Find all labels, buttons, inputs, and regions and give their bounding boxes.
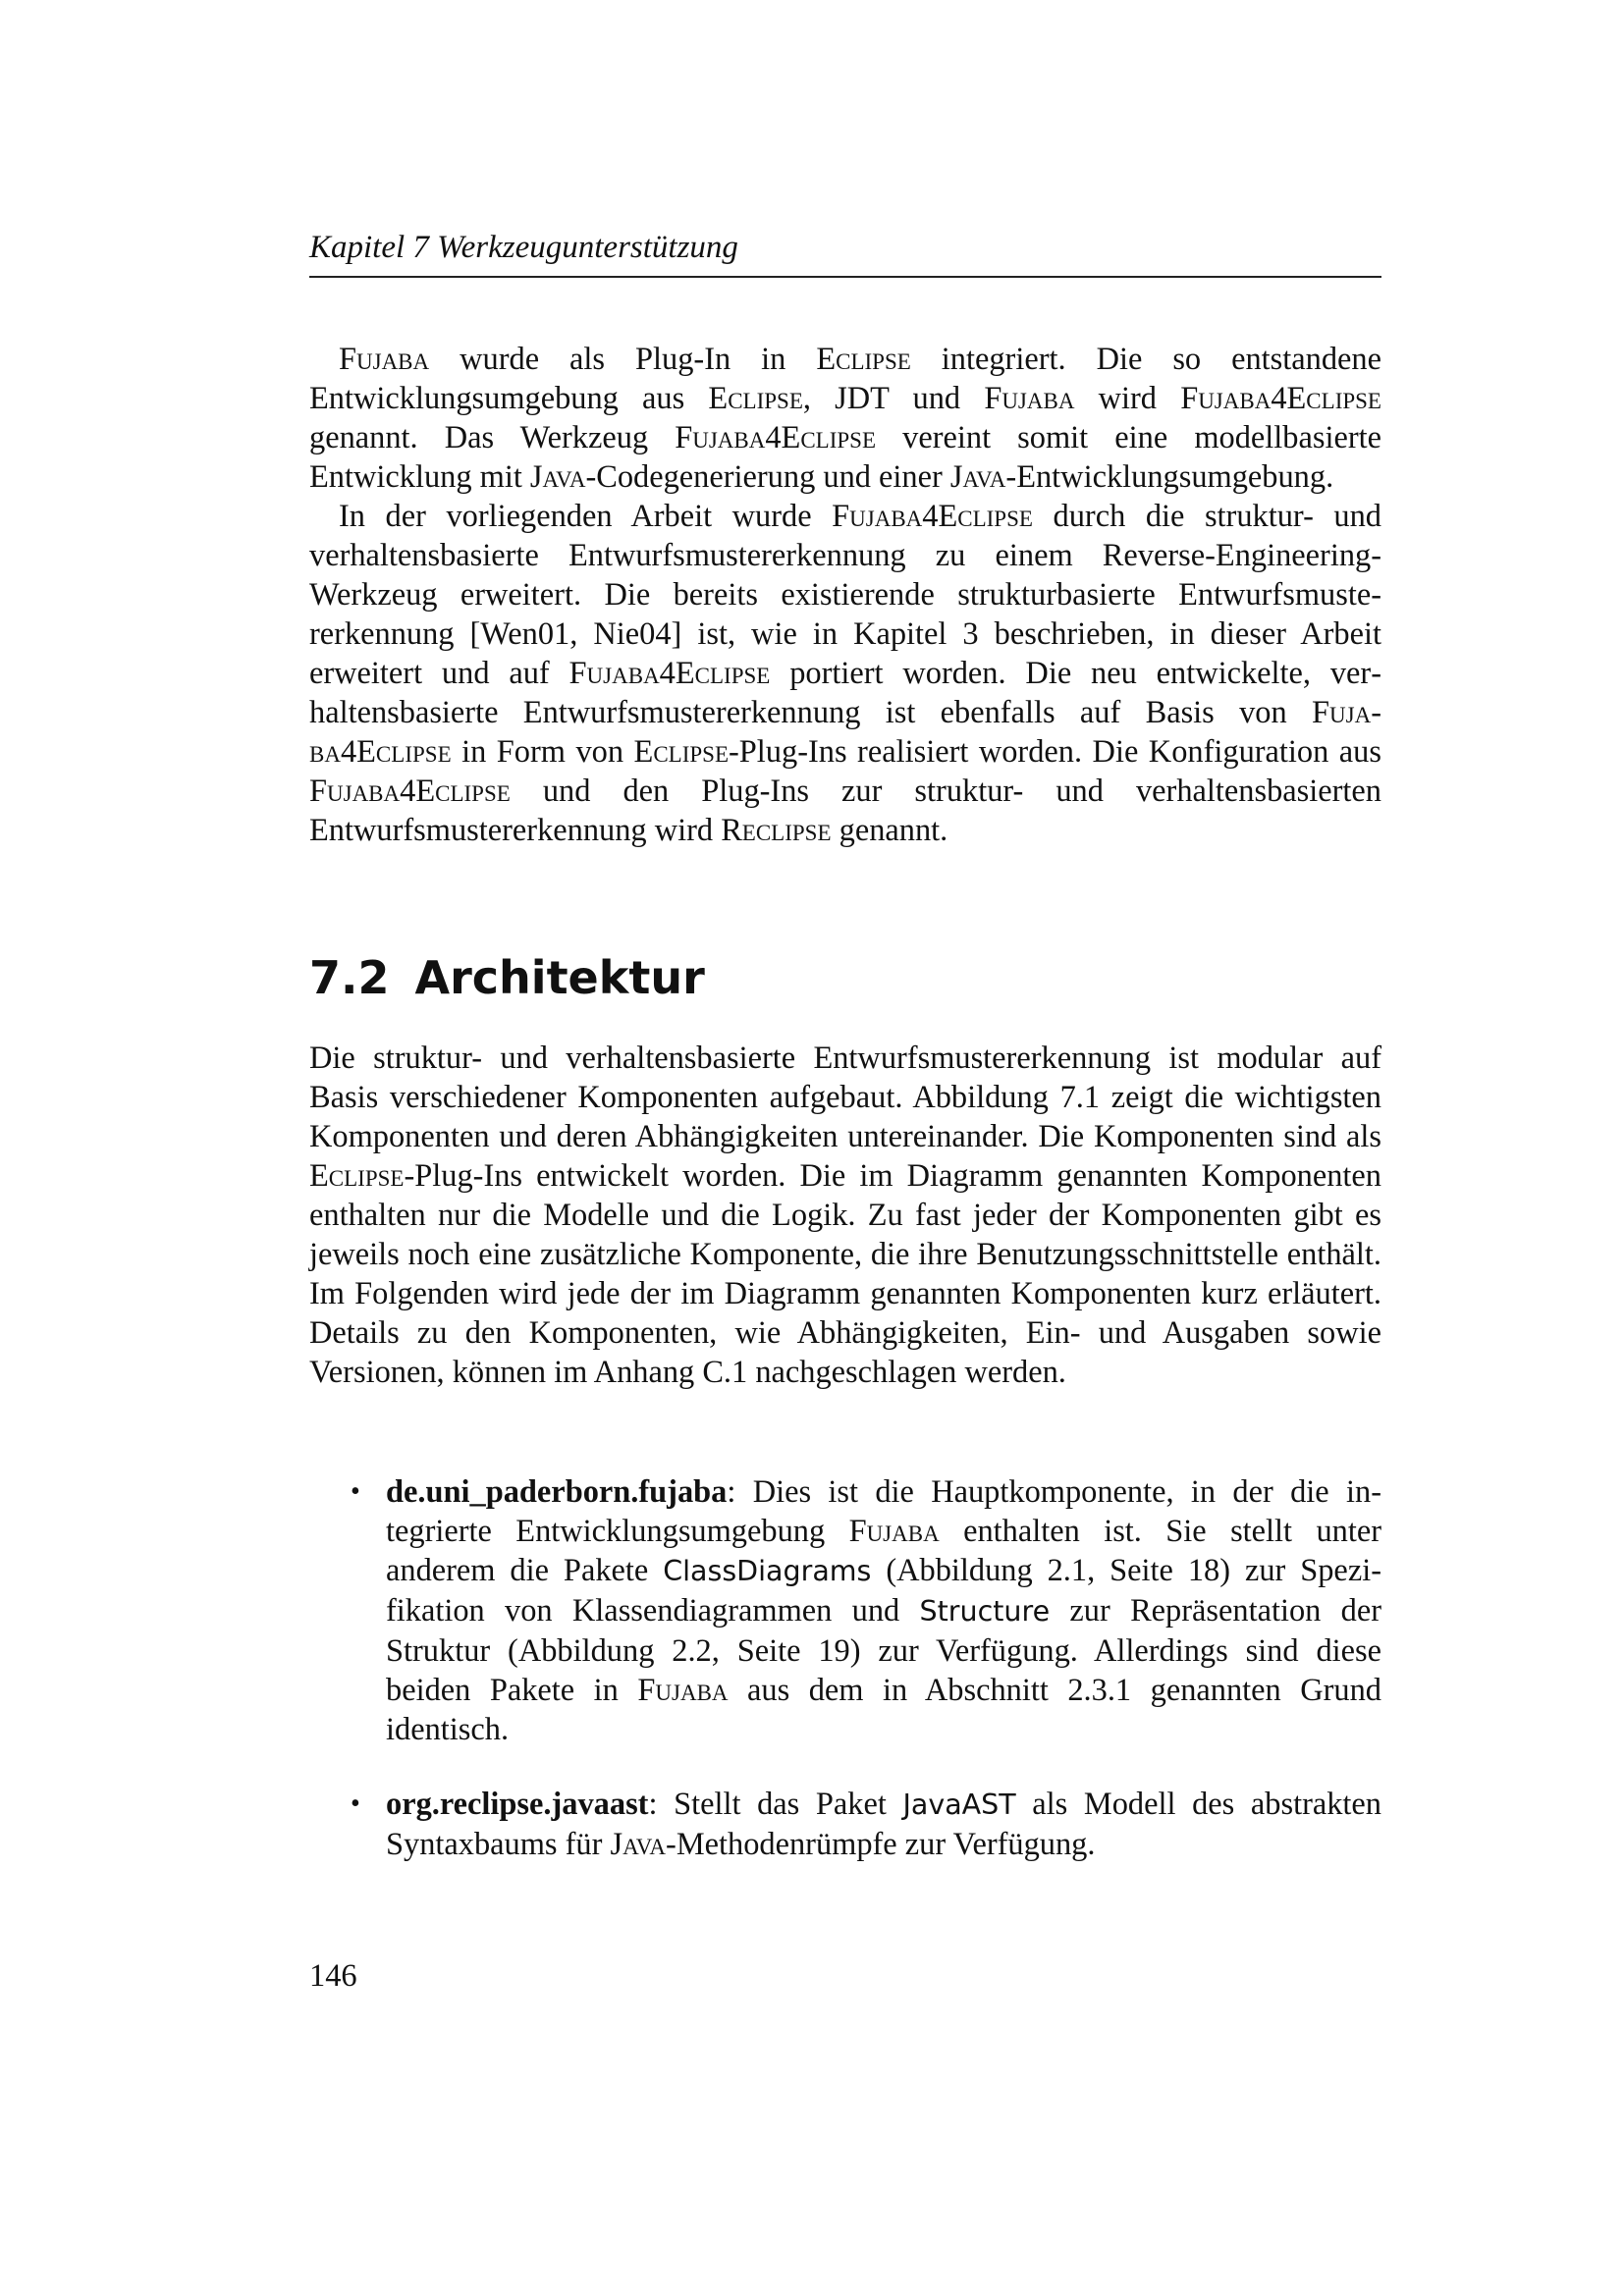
product-name: Fujaba bbox=[339, 342, 430, 377]
section-paragraph-1 bbox=[309, 1039, 1381, 1392]
package-name: ClassDiagrams bbox=[663, 1555, 872, 1587]
text-run: durch die struktur- und verhaltensbasierte Entwurfsmustererkennung zu einem Reverse-Engineering-Werkzeug erweitert. Die bereits existierende strukturbasierte Entwurfsmustererkennung [Wen01, Nie04] ist, wie in Kapitel 3 beschrieben, in dieser Arbeit erweitert und auf bbox=[309, 499, 1381, 691]
page-number: 146 bbox=[309, 1958, 357, 1994]
text-run: in Form von bbox=[451, 734, 634, 770]
component-name: org.reclipse.javaast bbox=[386, 1787, 649, 1822]
text-run: zur Repräsentation der Struktur (Abbildung 2.2, Seite 19) zur Verfügung. Allerdings sind diese beiden Pakete in bbox=[386, 1593, 1382, 1708]
product-name: Java bbox=[949, 459, 1006, 495]
product-name: Fujaba4Eclipse bbox=[675, 420, 877, 455]
product-name: Fujaba bbox=[637, 1673, 729, 1708]
product-name: Eclipse bbox=[309, 1158, 405, 1194]
package-name: JavaAST bbox=[902, 1789, 1016, 1821]
product-name: Fujaba4Eclipse bbox=[832, 499, 1033, 534]
text-run: Die struktur- und verhaltensbasierte Entwurfsmustererkennung ist modular auf Basis verschiedener Komponenten aufgebaut. Abbildung 7.1 zeigt die wichtigsten Komponenten und deren Abhängigkeiten untereinander. Die Komponenten sind als bbox=[309, 1041, 1381, 1154]
product-name: Fujaba4Eclipse bbox=[309, 774, 511, 809]
header-rule bbox=[309, 276, 1381, 278]
text-run: (Abbildung 2.1, Seite 18) zur Spezifikation von Klassendiagrammen und bbox=[386, 1553, 1381, 1629]
intro-text bbox=[309, 340, 1381, 850]
running-head: Kapitel 7 Werkzeugunterstützung bbox=[309, 230, 738, 265]
product-name: Fujaba4Eclipse bbox=[1180, 381, 1381, 416]
section-title: Architektur bbox=[414, 951, 705, 1004]
bullet-icon: • bbox=[351, 1476, 360, 1507]
package-name: Structure bbox=[919, 1595, 1051, 1628]
text-run: genannt. bbox=[831, 813, 948, 848]
product-name: Eclipse bbox=[708, 381, 803, 416]
list-item bbox=[309, 1472, 1381, 1749]
section-heading bbox=[309, 950, 705, 1005]
product-name: Fujaba4Eclipse bbox=[568, 656, 771, 691]
product-name: Eclipse bbox=[816, 342, 911, 377]
text-run: , JDT und bbox=[802, 381, 985, 416]
product-name: Java bbox=[529, 459, 586, 495]
text-run: : Stellt das Paket bbox=[648, 1787, 903, 1822]
text-run: wird bbox=[1074, 381, 1181, 416]
intro-paragraph-2 bbox=[309, 497, 1381, 850]
product-name: Reclipse bbox=[721, 813, 832, 848]
text-run: integriert. Die so entstandene Entwicklungsumgebung aus bbox=[309, 342, 1381, 416]
product-name: Fujaba bbox=[848, 1514, 940, 1549]
text-run: vereint somit eine modellbasierte Entwicklung mit bbox=[309, 420, 1381, 495]
text-run: und den Plug-Ins zur struktur- und verhaltensbasierten Entwurfsmustererkennung wird bbox=[309, 774, 1381, 848]
text-run: -Plug-Ins entwickelt worden. Die im Diagramm genannten Komponenten enthalten nur die Modelle und die Logik. Zu fast jeder der Komponenten gibt es jeweils noch eine zusätzliche Komponente, die ihre Benutzungsschnittstelle enthält. Im Folgenden wird jede der im Diagramm genannten Komponenten kurz erläutert. Details zu den Komponenten, wie Abhängigkeiten, Ein- und Ausgaben sowie Versionen, können im Anhang C.1 nachgeschlagen werden. bbox=[309, 1158, 1381, 1390]
section-text bbox=[309, 1039, 1381, 1392]
product-name: Fujaba4Eclipse bbox=[309, 695, 1381, 770]
bullet-icon: • bbox=[351, 1789, 360, 1819]
text-run: aus dem in Abschnitt 2.3.1 genannten Grund identisch. bbox=[386, 1673, 1382, 1747]
text-run: genannt. Das Werkzeug bbox=[309, 420, 676, 455]
intro-paragraph-1 bbox=[309, 340, 1381, 497]
text-run: als Modell des abstrakten Syntaxbaums für bbox=[386, 1787, 1381, 1862]
component-list bbox=[309, 1472, 1381, 1864]
section-number: 7.2 bbox=[309, 951, 390, 1004]
text-run: -Plug-Ins realisiert worden. Die Konfiguration aus bbox=[729, 734, 1381, 770]
text-run: wurde als Plug-In in bbox=[429, 342, 817, 377]
text-run: portiert worden. Die neu entwickelte, verhaltensbasierte Entwurfsmustererkennung ist ebenfalls auf Basis von bbox=[309, 656, 1381, 730]
text-run: In der vorliegenden Arbeit wurde bbox=[339, 499, 833, 534]
text-run: -Codegenerierung und einer bbox=[585, 459, 950, 495]
text-run: : Dies ist die Hauptkomponente, in der die integrierte Entwicklungsumgebung bbox=[386, 1474, 1381, 1549]
text-run: -Entwicklungsumgebung. bbox=[1005, 459, 1334, 495]
product-name: Java bbox=[610, 1827, 667, 1862]
product-name: Eclipse bbox=[633, 734, 729, 770]
product-name: Fujaba bbox=[984, 381, 1075, 416]
component-name: de.uni_paderborn.fujaba bbox=[386, 1474, 728, 1510]
text-run: enthalten ist. Sie stellt unter anderem die Pakete bbox=[386, 1514, 1381, 1588]
text-run: -Methodenrümpfe zur Verfügung. bbox=[666, 1827, 1096, 1862]
list-item bbox=[309, 1785, 1381, 1864]
